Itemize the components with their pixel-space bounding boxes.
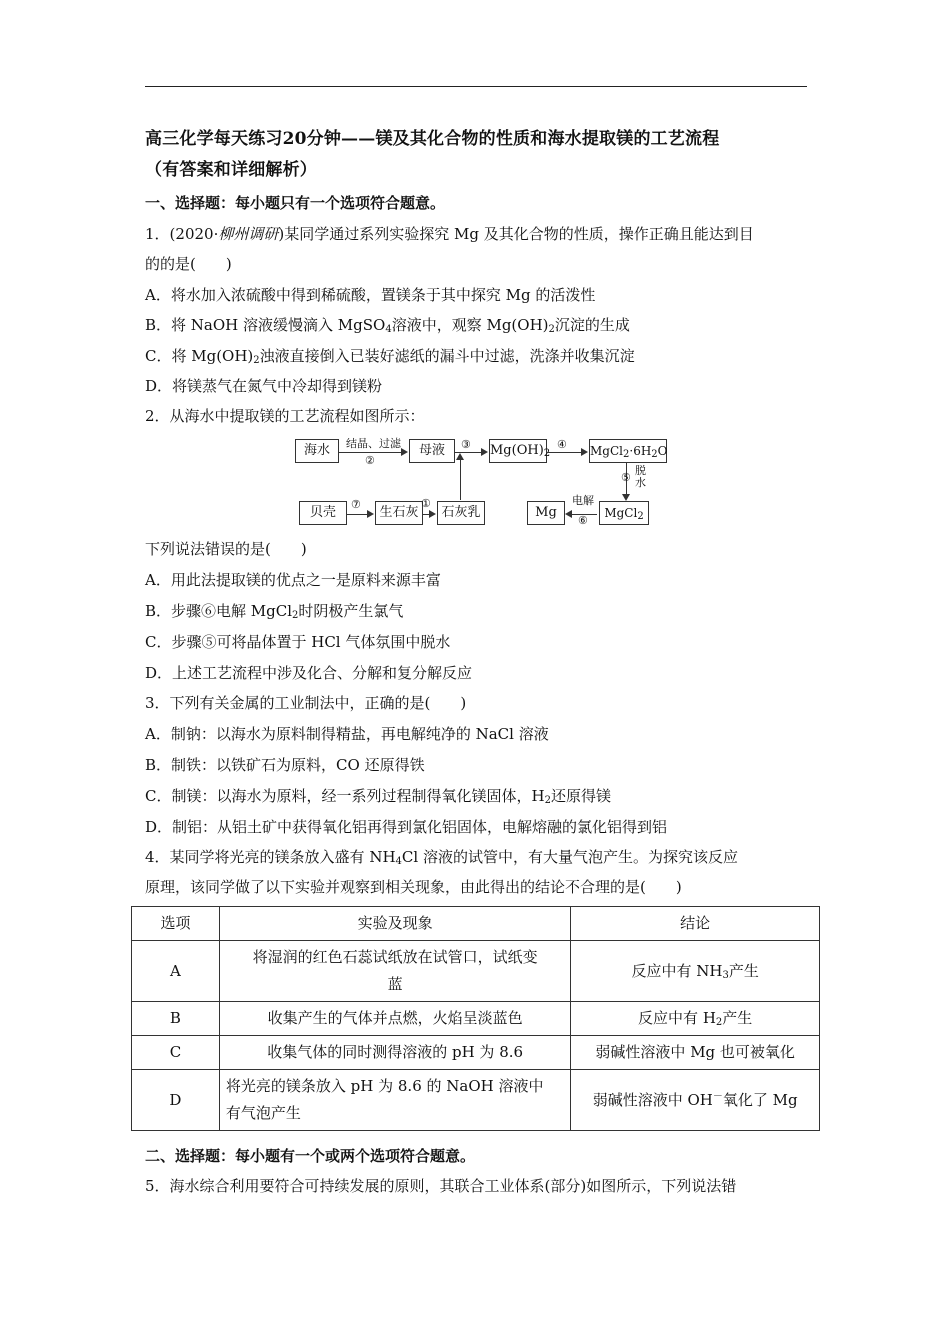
- header-conclusion: 结论: [571, 907, 820, 941]
- table-row: [132, 1070, 820, 1131]
- page-title: [145, 124, 807, 186]
- label-dehydrate: 脱水: [635, 464, 646, 489]
- q1-stem-line-1: 1．(2020·柳州调研)某同学通过系列实验探究 Mg 及其化合物的性质，操作正确且能达到目: [145, 225, 754, 243]
- step-4-label: ④: [557, 438, 567, 451]
- q2-option-b: B．步骤⑥电解 MgCl$_2$时阴极产生氯气: [145, 602, 404, 621]
- box-seawater: 海水: [295, 439, 339, 463]
- q1-option-c: C．将 $Mg(OH)_2$浊液直接倒入已装好滤纸的漏斗中过滤，洗涤并收集沉淀: [145, 347, 635, 366]
- section-1-heading: 一、选择题：每小题只有一个选项符合题意。: [145, 194, 446, 212]
- q3-option-d: D．制铝：从铝土矿中获得氧化铝再得到氯化铝固体，电解熔融的氯化铝得到铝: [145, 818, 668, 836]
- box-quicklime: 生石灰: [375, 501, 423, 525]
- step-1-label: ①: [421, 497, 431, 510]
- box-lime-milk: 石灰乳: [437, 501, 485, 525]
- q2-stem: 2．从海水中提取镁的工艺流程如图所示：: [145, 407, 425, 425]
- table-row: [132, 1036, 820, 1070]
- q3-option-c: C．制镁：以海水为原料，经一系列过程制得氧化镁固体，$H_2$还原得镁: [145, 787, 611, 806]
- q2-option-d: D．上述工艺流程中涉及化合、分解和复分解反应: [145, 664, 473, 682]
- q2-option-c: C．步骤⑤可将晶体置于 HCl 气体氛围中脱水: [145, 633, 451, 651]
- q3-stem: 3．下列有关金属的工业制法中，正确的是( ): [145, 694, 467, 712]
- q4-stem-line-1: 4．某同学将光亮的镁条放入盛有 $NH_4Cl$ 溶液的试管中，有大量气泡产生。为探究该反应: [145, 848, 738, 867]
- box-mgoh2: $Mg(OH)_2$: [489, 439, 547, 463]
- row-option: D: [132, 1070, 220, 1131]
- table-row: [132, 941, 820, 1002]
- step-3-label: ③: [461, 438, 471, 451]
- row-conclusion: 弱碱性溶液中 Mg 也可被氧化: [571, 1036, 820, 1070]
- label-crystal-filter: 结晶、过滤: [346, 437, 401, 450]
- row-experiment: 将湿润的红色石蕊试纸放在试管口，试纸变 蓝: [219, 941, 570, 1002]
- title-line-2: （有答案和详细解析）: [145, 160, 317, 180]
- row-experiment: 收集产生的气体并点燃，火焰呈淡蓝色: [219, 1002, 570, 1036]
- row-conclusion: 反应中有 $H_2$产生: [571, 1002, 820, 1036]
- step-5-label: ⑤: [621, 471, 631, 484]
- row-option: B: [132, 1002, 220, 1036]
- q2-option-a: A．用此法提取镁的优点之一是原料来源丰富: [145, 571, 441, 589]
- row-experiment: 将光亮的镁条放入 pH 为 8.6 的 NaOH 溶液中 有气泡产生: [219, 1070, 570, 1131]
- q2-ask: 下列说法错误的是( ): [145, 540, 307, 558]
- box-mother-liquor: 母液: [409, 439, 455, 463]
- row-conclusion: 反应中有 $NH_3$产生: [571, 941, 820, 1002]
- row-experiment: 收集气体的同时测得溶液的 pH 为 8.6: [219, 1036, 570, 1070]
- q4-stem-line-2: 原理，该同学做了以下实验并观察到相关现象，由此得出的结论不合理的是( ): [145, 878, 682, 896]
- title-line-1: 高三化学每天练习20分钟——镁及其化合物的性质和海水提取镁的工艺流程: [145, 129, 720, 149]
- q3-option-a: A．制钠：以海水为原料制得精盐，再电解纯净的 NaCl 溶液: [145, 725, 549, 743]
- q1-source: 柳州调研: [218, 225, 279, 243]
- header-rule: [145, 86, 807, 87]
- flow-diagram: [295, 434, 715, 528]
- box-mg: Mg: [527, 501, 565, 525]
- q1-stem-line-2: 的的是( ): [145, 255, 232, 273]
- q5-stem-line-1: 5．海水综合利用要符合可持续发展的原则，其联合工业体系(部分)如图所示，下列说法错: [145, 1177, 737, 1195]
- label-electrolysis: 电解: [572, 494, 594, 507]
- row-option: C: [132, 1036, 220, 1070]
- q4-table: [131, 906, 820, 1131]
- header-option: 选项: [132, 907, 220, 941]
- section-2-heading: 二、选择题：每小题有一个或两个选项符合题意。: [145, 1147, 476, 1165]
- box-shell: 贝壳: [299, 501, 347, 525]
- box-mgcl2: MgCl$_2$: [599, 501, 649, 525]
- row-option: A: [132, 941, 220, 1002]
- table-header-row: [132, 907, 820, 941]
- step-6-label: ⑥: [578, 514, 588, 527]
- q1-option-d: D．将镁蒸气在氮气中冷却得到镁粉: [145, 377, 383, 395]
- q1-option-b: B．将 NaOH 溶液缓慢滴入 MgSO$_4$溶液中，观察 $Mg(OH)_2$沉淀的生成: [145, 316, 630, 335]
- step-2-label: ②: [365, 454, 375, 467]
- q1-option-a: A．将水加入浓硫酸中得到稀硫酸，置镁条于其中探究 Mg 的活泼性: [145, 286, 596, 304]
- box-mgcl2-hydrate: $MgCl_2\cdot 6H_2O$: [589, 439, 667, 463]
- q3-option-b: B．制铁：以铁矿石为原料，CO 还原得铁: [145, 756, 425, 774]
- header-experiment: 实验及现象: [219, 907, 570, 941]
- step-7-label: ⑦: [351, 498, 361, 511]
- table-row: [132, 1002, 820, 1036]
- row-conclusion: 弱碱性溶液中 OH－氧化了 Mg: [571, 1070, 820, 1131]
